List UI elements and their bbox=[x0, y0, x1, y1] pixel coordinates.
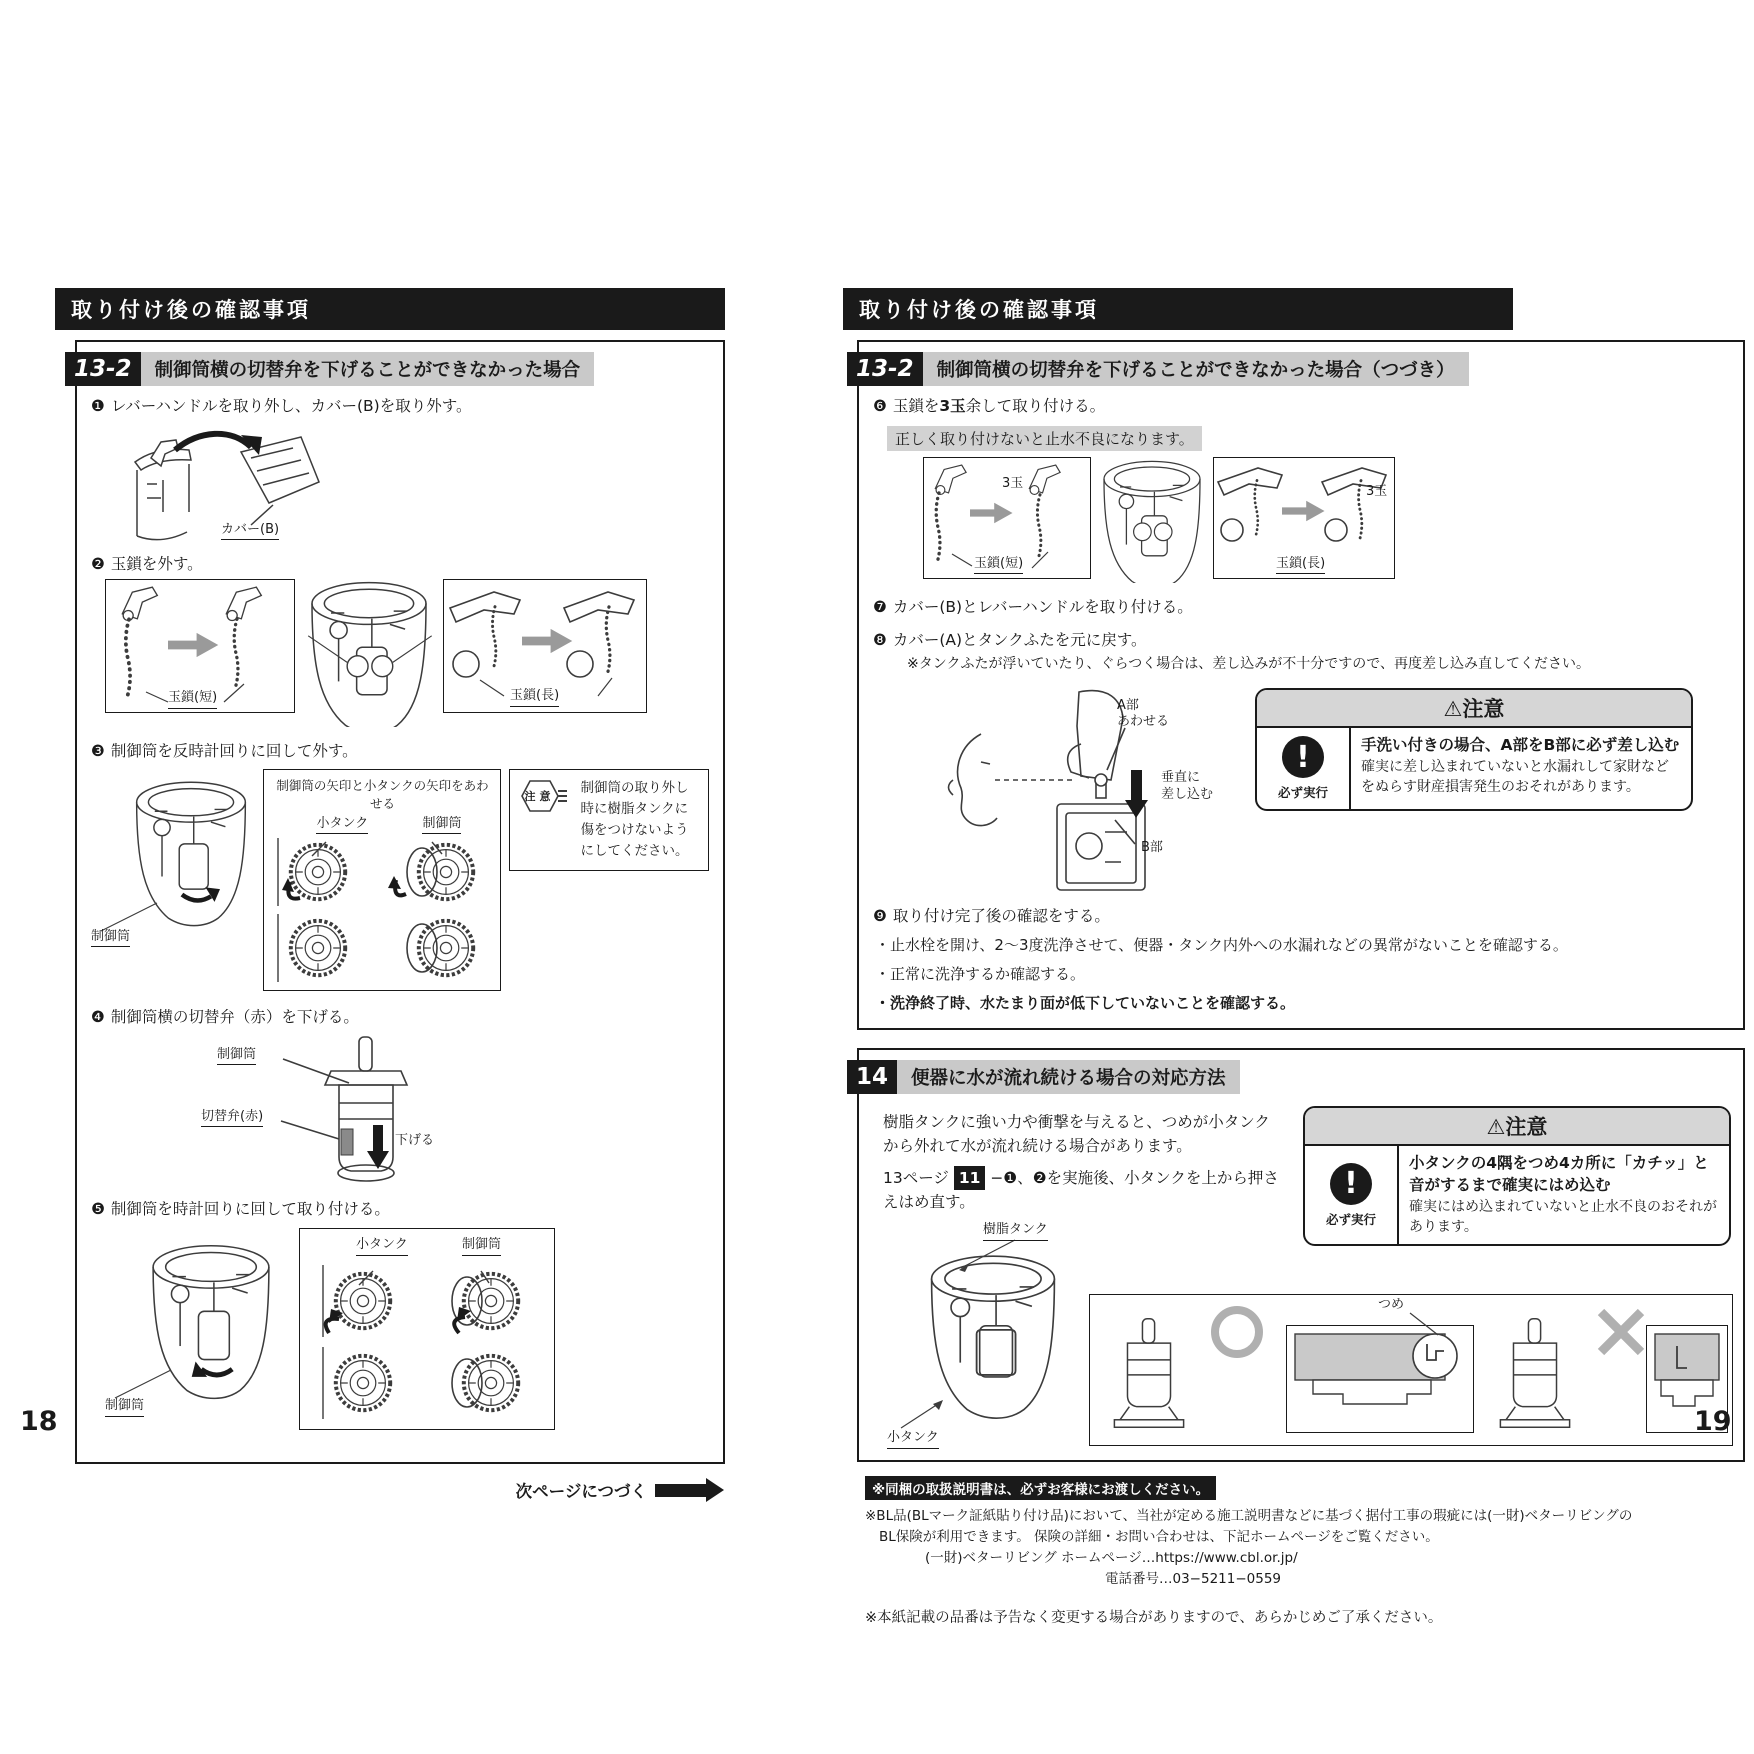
bottom-notes bbox=[865, 1476, 1748, 1627]
step-8-number: ❽ bbox=[873, 631, 887, 650]
step-3-caution-text: 制御筒の取り外し時に樹脂タンクに傷をつけないようにしてください。 bbox=[580, 780, 689, 859]
tsume-leader bbox=[1404, 1311, 1444, 1337]
step-1 bbox=[91, 396, 709, 418]
step-5-text: 制御筒を時計回りに回して取り付ける。 bbox=[110, 1199, 390, 1218]
step-6-text: 玉鎖を3玉余して取り付ける。 bbox=[892, 397, 1106, 415]
step-6 bbox=[873, 396, 1729, 418]
note-bl-phone: 電話番号…03−5211−0559 bbox=[1105, 1571, 1282, 1588]
page-left bbox=[55, 288, 725, 1502]
beads-3-label-left: 3玉 bbox=[1002, 475, 1024, 491]
ref-11-badge: 11 bbox=[954, 1166, 986, 1190]
step-8-illustration bbox=[929, 682, 1241, 896]
step-2-number: ❷ bbox=[91, 554, 105, 573]
caution-2-bold: 小タンクの4隅をつめ4カ所に「カチッ」と音がするまで確実にはめ込む bbox=[1409, 1154, 1709, 1194]
step-6-warning: 正しく取り付けないと止水不良になります。 bbox=[887, 426, 1202, 451]
step-3-detail-row2 bbox=[264, 912, 500, 984]
chain-long-label: 玉鎖(長) bbox=[1276, 556, 1325, 574]
step-5-detail-row2 bbox=[309, 1345, 545, 1421]
page-right-header-bar bbox=[843, 288, 1513, 330]
step-9-bullet-2: ・正常に洗浄するか確認する。 bbox=[875, 964, 1086, 983]
step-3-detail-row1 bbox=[264, 836, 500, 908]
step-1-illustration bbox=[121, 424, 361, 544]
page-left-header-title: 取り付け後の確認事項 bbox=[71, 298, 311, 322]
page-number-18: 18 bbox=[20, 1406, 58, 1437]
step-5-cylinder-left-label: 制御筒 bbox=[105, 1398, 144, 1416]
claw-cross-section-ok bbox=[1286, 1325, 1474, 1433]
section-13-2-left-head bbox=[65, 352, 709, 386]
step-5-detail-box bbox=[299, 1228, 555, 1430]
note-product-number: ※本紙記載の品番は予告なく変更する場合がありますので、あらかじめご了承ください。 bbox=[865, 1609, 1443, 1626]
mandatory-label: 必ず実行 bbox=[1277, 785, 1328, 801]
pump-drawing-ng bbox=[1492, 1315, 1578, 1431]
warning-triangle-icon: ⚠ bbox=[1443, 697, 1463, 722]
step-5-illustration-row bbox=[103, 1228, 709, 1448]
caution-bolt-text: 注意 bbox=[524, 790, 555, 804]
chain-short-label: 玉鎖(短) bbox=[168, 690, 217, 708]
page-right bbox=[843, 288, 1748, 1627]
continue-row bbox=[55, 1478, 725, 1502]
pump-drawing-ok bbox=[1106, 1315, 1192, 1431]
step-4-text: 制御筒横の切替弁（赤）を下げる。 bbox=[110, 1008, 359, 1027]
resin-tank-illustration bbox=[887, 1222, 1097, 1458]
step-7-text: カバー(B)とレバーハンドルを取り付ける。 bbox=[892, 597, 1193, 616]
tank-center-drawing bbox=[1093, 455, 1211, 583]
section-13-2-right-box bbox=[857, 340, 1745, 1030]
step-9-text: 取り付け完了後の確認をする。 bbox=[892, 907, 1110, 926]
vertical-label-2: 差し込む bbox=[1161, 787, 1214, 803]
claw-detail-box bbox=[1089, 1294, 1733, 1446]
section-number: 13-2 bbox=[847, 352, 923, 386]
step-4 bbox=[91, 1007, 709, 1029]
step-5-detail-labels bbox=[300, 1237, 554, 1259]
step-3-text: 制御筒を反時計回りに回して外す。 bbox=[110, 742, 358, 761]
chain-short-label: 玉鎖(短) bbox=[974, 556, 1023, 574]
section-title: 制御筒横の切替弁を下げることができなかった場合 bbox=[141, 352, 595, 386]
step-3-cylinder-left-label: 制御筒 bbox=[91, 929, 130, 947]
mandatory-label: 必ず実行 bbox=[1325, 1211, 1376, 1227]
step-2-text: 玉鎖を外す。 bbox=[110, 554, 203, 573]
step-9-bullet-1: ・止水栓を開け、2～3度洗浄させて、便器・タンク内外への水漏れなどの異常がないことを確認する。 bbox=[875, 936, 1568, 955]
continue-arrow-icon bbox=[655, 1484, 707, 1497]
caution-box-1 bbox=[1255, 688, 1693, 811]
caution-bolt-icon bbox=[520, 778, 570, 814]
vertical-label-1: 垂直に bbox=[1161, 770, 1201, 786]
caution-2-body bbox=[1305, 1146, 1729, 1244]
caution-1-bold: 手洗い付きの場合、A部をB部に必ず差し込む bbox=[1361, 736, 1680, 755]
caution-2-mandatory bbox=[1305, 1146, 1399, 1244]
caution-2-header bbox=[1305, 1108, 1729, 1146]
page-right-header-title: 取り付け後の確認事項 bbox=[859, 298, 1099, 322]
step-3-caution-note bbox=[509, 769, 709, 871]
step-3-tank bbox=[91, 769, 255, 983]
step-7 bbox=[873, 597, 1729, 619]
resin-tank-leader bbox=[949, 1238, 1019, 1272]
chain-short-3beads-box bbox=[923, 457, 1091, 579]
part-a-label: A部 bbox=[1117, 698, 1139, 714]
step-8 bbox=[873, 630, 1729, 652]
small-tank-label: 小タンク bbox=[316, 816, 368, 834]
step-3 bbox=[91, 741, 709, 763]
caution-1-mandatory bbox=[1257, 728, 1351, 809]
step-9 bbox=[873, 906, 1729, 928]
step-5-detail-row1 bbox=[309, 1263, 545, 1339]
step-3-detail-box bbox=[263, 769, 501, 991]
warning-triangle-icon: ⚠ bbox=[1486, 1115, 1506, 1140]
section-14-box bbox=[857, 1048, 1745, 1462]
part-a-align-label: あわせる bbox=[1117, 714, 1170, 730]
step-5-number: ❺ bbox=[91, 1199, 105, 1218]
page-number-19: 19 bbox=[1694, 1406, 1732, 1437]
section-14-paragraph-1: 樹脂タンクに強い力や衝撃を与えると、つめが小タンクから外れて水が流れ続ける場合があります。 bbox=[883, 1113, 1270, 1156]
caution-1-title: 注意 bbox=[1462, 697, 1505, 722]
step-4-number: ❹ bbox=[91, 1008, 105, 1027]
tank-center-drawing bbox=[299, 575, 439, 727]
caution-1-detail: 確実に差し込まれていないと水漏れして家財などをぬらす財産損害発生のおそれがあります。 bbox=[1361, 759, 1669, 796]
step-7-number: ❼ bbox=[873, 597, 887, 616]
caution-2-detail: 確実にはめ込まれていないと止水不良のおそれがあります。 bbox=[1409, 1198, 1717, 1235]
exclamation-circle-icon: ! bbox=[1330, 1163, 1372, 1205]
beads-3-label-right: 3玉 bbox=[1366, 483, 1388, 499]
part-b-label: B部 bbox=[1141, 840, 1163, 856]
step-3-illustration-row bbox=[91, 769, 709, 991]
chain-long-box bbox=[443, 579, 647, 713]
section-number: 14 bbox=[847, 1060, 897, 1094]
small-tank-label: 小タンク bbox=[356, 1237, 408, 1255]
step-8-illustration-row bbox=[929, 682, 1729, 896]
section-13-2-right-head bbox=[847, 352, 1729, 386]
step-9-number: ❾ bbox=[873, 907, 887, 926]
cylinder-label: 制御筒 bbox=[422, 816, 461, 834]
note-bl-homepage: (一財)ベターリビング ホームページ…https://www.cbl.or.jp/ bbox=[925, 1550, 1298, 1567]
section-number: 13-2 bbox=[65, 352, 141, 386]
exclamation-circle-icon: ! bbox=[1282, 736, 1324, 778]
step-2-illustration-row bbox=[105, 579, 709, 727]
cross-ng-icon bbox=[1592, 1303, 1650, 1361]
step-4-cylinder-label: 制御筒 bbox=[217, 1047, 256, 1065]
step-8-text: カバー(A)とタンクふたを元に戻す。 bbox=[892, 631, 1147, 650]
step-1-number: ❶ bbox=[91, 397, 105, 415]
chain-short-box bbox=[105, 579, 295, 713]
small-tank-leader bbox=[899, 1394, 945, 1430]
step-9-bullet-3: ・洗浄終了時、水たまり面が低下していないことを確認する。 bbox=[875, 993, 1296, 1012]
cover-b-label: カバー(B) bbox=[221, 522, 279, 540]
section-13-2-left-box bbox=[75, 340, 725, 1464]
step-4-down-label: 下げる bbox=[395, 1132, 435, 1148]
step-6-illustration-row bbox=[923, 457, 1729, 583]
chain-long-label: 玉鎖(長) bbox=[510, 688, 559, 706]
step-5 bbox=[91, 1199, 709, 1221]
step-4-valve-label: 切替弁(赤) bbox=[201, 1109, 263, 1127]
step-3-detail-title: 制御筒の矢印と小タンクの矢印をあわせる bbox=[276, 778, 489, 812]
circle-ok-icon bbox=[1208, 1303, 1266, 1361]
note-bl-line-2: BL保険が利用できます。 保険の詳細・お問い合わせは、下記ホームページをご覧ください。 bbox=[879, 1529, 1439, 1546]
step-6-number: ❻ bbox=[873, 397, 887, 415]
cylinder-label: 制御筒 bbox=[462, 1237, 501, 1255]
section-title: 便器に水が流れ続ける場合の対応方法 bbox=[897, 1060, 1240, 1094]
section-title: 制御筒横の切替弁を下げることができなかった場合（つづき） bbox=[923, 352, 1469, 386]
step-2 bbox=[91, 554, 709, 576]
caution-2-text bbox=[1399, 1146, 1729, 1244]
step-1-text: レバーハンドルを取り外し、カバー(B)を取り外す。 bbox=[110, 397, 472, 415]
step-4-illustration bbox=[161, 1033, 581, 1185]
section-14-paragraph-2: 13ページ 11 −❶、❷を実施後、小タンクを上から押さえはめ直す。 bbox=[883, 1166, 1279, 1214]
note-bl-line-1: ※BL品(BLマーク証紙貼り付け品)において、当社が定める施工説明書などに基づく据付工事の瑕疵には(一財)ベターリビングの bbox=[865, 1508, 1633, 1525]
caution-1-text bbox=[1351, 728, 1691, 809]
caution-1-body bbox=[1257, 728, 1691, 809]
resin-tank-label: 樹脂タンク bbox=[983, 1222, 1048, 1240]
chain-long-3beads-box bbox=[1213, 457, 1395, 579]
note-manual-handover: ※同梱の取扱説明書は、必ずお客様にお渡しください。 bbox=[865, 1476, 1216, 1500]
step-8-note: ※タンクふたが浮いていたり、ぐらつく場合は、差し込みが不十分ですので、再度差し込み直してください。 bbox=[907, 656, 1591, 673]
caution-1-header bbox=[1257, 690, 1691, 728]
step-3-detail-labels bbox=[264, 812, 500, 834]
step-5-tank bbox=[103, 1228, 289, 1448]
caution-2-title: 注意 bbox=[1505, 1115, 1548, 1140]
tsume-label: つめ bbox=[1378, 1297, 1405, 1313]
caution-box-2 bbox=[1303, 1106, 1731, 1246]
continue-label: 次ページにつづく bbox=[515, 1482, 647, 1502]
step-3-number: ❸ bbox=[91, 742, 105, 761]
small-tank-label: 小タンク bbox=[887, 1430, 939, 1448]
page-left-header-bar bbox=[55, 288, 725, 330]
section-14-head bbox=[847, 1060, 1729, 1094]
section-14-content bbox=[873, 1104, 1729, 1460]
